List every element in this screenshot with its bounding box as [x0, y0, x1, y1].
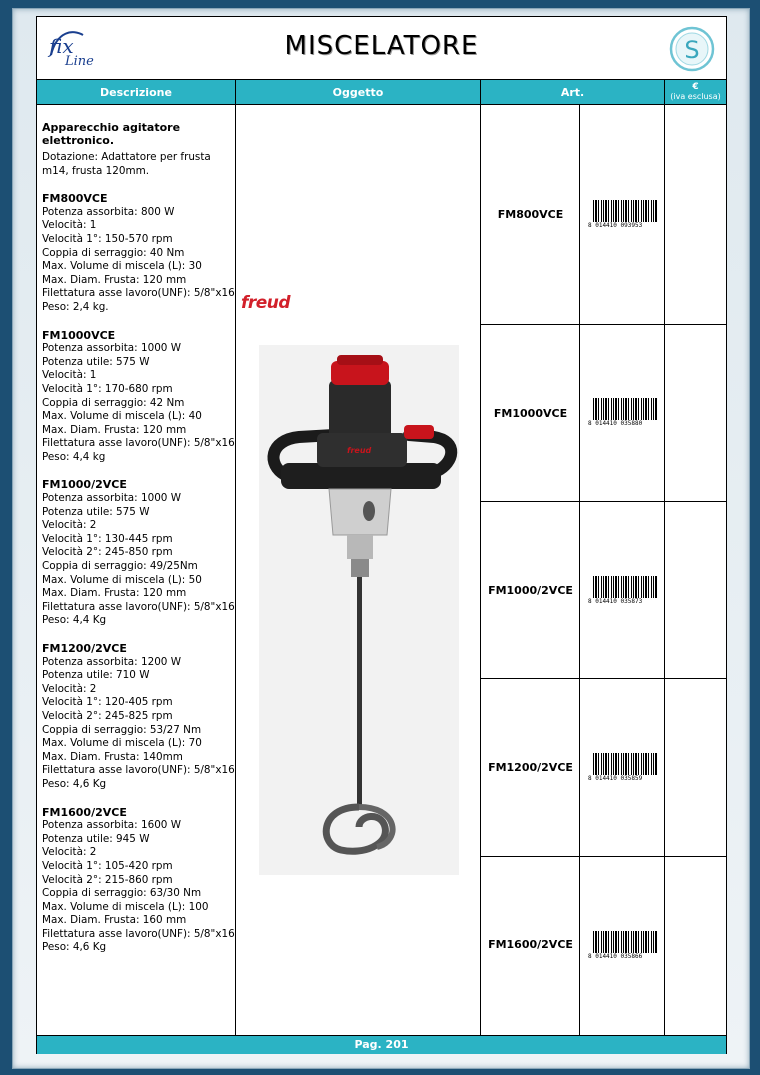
price-note: (iva esclusa) — [670, 92, 721, 101]
spec-line: Potenza assorbita: 1600 W — [42, 819, 181, 832]
spec-line: Max. Diam. Frusta: 120 mm — [42, 423, 187, 436]
spec-line: Potenza assorbita: 1000 W — [42, 342, 181, 355]
barcode-number: 8 014410 035873 — [588, 598, 643, 605]
page-header — [37, 17, 726, 80]
spec-line: Max. Volume di miscela (L): 100 — [42, 900, 209, 913]
spec-line: Potenza assorbita: 1200 W — [42, 655, 181, 668]
barcode-bars — [593, 753, 657, 775]
spec-line: Coppia di serraggio: 49/25Nm — [42, 560, 198, 573]
svg-text:fix: fix — [49, 34, 74, 58]
barcode — [588, 576, 658, 606]
spec-line: Potenza assorbita: 1000 W — [42, 492, 181, 505]
spec-line: Potenza utile: 575 W — [42, 355, 150, 368]
divider-barcode — [664, 105, 665, 1035]
spec-line: Max. Diam. Frusta: 140mm — [42, 750, 183, 763]
barcode-bars — [593, 931, 657, 953]
barcode-bars — [593, 200, 657, 222]
spec-line: Max. Diam. Frusta: 160 mm — [42, 914, 187, 927]
spec-line: Peso: 4,4 Kg — [42, 614, 107, 627]
barcode-bars — [593, 398, 657, 420]
spec-line: Potenza assorbita: 800 W — [42, 205, 175, 218]
spec-line: Velocità: 2 — [42, 519, 97, 532]
spec-line: Filettatura asse lavoro(UNF): 5/8"x16 — [42, 437, 235, 450]
spec-line: Velocità 2°: 245-825 rpm — [42, 709, 173, 722]
barcode-number: 8 014410 093953 — [588, 222, 643, 229]
spec-line: Velocità 1°: 170-680 rpm — [42, 382, 173, 395]
spec-line: Max. Volume di miscela (L): 70 — [42, 737, 202, 750]
article-code: FM1600/2VCE — [488, 938, 573, 951]
svg-text:Line: Line — [65, 54, 94, 69]
divider-object — [480, 105, 481, 1035]
divider-article-code — [579, 105, 580, 1035]
spec-line: Filettatura asse lavoro(UNF): 5/8"x16 — [42, 600, 235, 613]
column-header-price — [665, 80, 726, 105]
spec-line: Coppia di serraggio: 63/30 Nm — [42, 887, 202, 900]
column-header-object: Oggetto — [236, 80, 481, 105]
spec-line: Filettatura asse lavoro(UNF): 5/8"x16 — [42, 764, 235, 777]
spec-line: Coppia di serraggio: 53/27 Nm — [42, 723, 202, 736]
barcode-number: 8 014410 035859 — [588, 775, 643, 782]
svg-text:S: S — [684, 36, 700, 64]
spec-line: Velocità: 2 — [42, 846, 97, 859]
spec-line: Velocità: 1 — [42, 369, 97, 382]
spec-line: Velocità 1°: 130-445 rpm — [42, 532, 173, 545]
column-header-description: Descrizione — [37, 80, 236, 105]
spec-line: Potenza utile: 945 W — [42, 832, 150, 845]
spec-line: Velocità 1°: 120-405 rpm — [42, 696, 173, 709]
spec-line: Max. Volume di miscela (L): 40 — [42, 410, 202, 423]
mixer-product-image — [259, 345, 459, 875]
spec-line: Coppia di serraggio: 42 Nm — [42, 396, 185, 409]
article-code: FM1000/2VCE — [488, 584, 573, 597]
row-divider — [481, 324, 726, 325]
spec-line: Peso: 4,4 kg — [42, 450, 106, 463]
price-symbol: € — [692, 82, 699, 92]
spec-line: Velocità: 1 — [42, 219, 97, 232]
spec-line: Max. Diam. Frusta: 120 mm — [42, 587, 187, 600]
spec-line: Velocità 2°: 215-860 rpm — [42, 873, 173, 886]
barcode — [588, 398, 658, 428]
spec-line: Filettatura asse lavoro(UNF): 5/8"x16 — [42, 927, 235, 940]
model-name: FM800VCE — [42, 192, 108, 206]
article-code: FM1200/2VCE — [488, 761, 573, 774]
spec-line: Filettatura asse lavoro(UNF): 5/8"x16 — [42, 287, 235, 300]
page-title: MISCELATORE — [284, 31, 479, 61]
spec-line: Velocità 1°: 105-420 rpm — [42, 859, 173, 872]
spec-line: Potenza utile: 575 W — [42, 505, 150, 518]
s-badge-icon — [667, 25, 717, 73]
row-divider — [481, 678, 726, 679]
description-column — [42, 121, 237, 955]
spec-line: Max. Volume di miscela (L): 30 — [42, 260, 202, 273]
model-name: FM1000/2VCE — [42, 478, 127, 492]
spec-line: Potenza utile: 710 W — [42, 669, 150, 682]
model-name: FM1600/2VCE — [42, 805, 127, 819]
spec-line: Velocità: 2 — [42, 682, 97, 695]
column-header-article: Art. — [481, 80, 665, 105]
freud-brand-logo: freud — [241, 293, 291, 313]
page-number: Pag. 201 — [37, 1035, 726, 1054]
model-name: FM1000VCE — [42, 328, 116, 342]
spec-line: Max. Diam. Frusta: 120 mm — [42, 273, 187, 286]
row-divider — [481, 501, 726, 502]
article-code: FM1000VCE — [493, 407, 568, 420]
spec-line: Velocità 2°: 245-850 rpm — [42, 546, 173, 559]
barcode-bars — [593, 576, 657, 598]
svg-text:freud: freud — [347, 446, 372, 455]
article-code: FM800VCE — [497, 208, 564, 221]
catalog-page — [36, 16, 727, 1054]
barcode — [588, 931, 658, 961]
barcode — [588, 200, 658, 230]
spec-line: Max. Volume di miscela (L): 50 — [42, 573, 202, 586]
row-divider — [481, 856, 726, 857]
spec-line: Peso: 4,6 Kg — [42, 777, 107, 790]
barcode — [588, 753, 658, 783]
spec-line: Peso: 2,4 kg. — [42, 300, 109, 313]
intro-text: Dotazione: Adattatore per frusta m14, frusta 120mm. — [42, 151, 211, 177]
spec-line: Peso: 4,6 Kg — [42, 941, 107, 954]
spec-line: Coppia di serraggio: 40 Nm — [42, 246, 185, 259]
model-name: FM1200/2VCE — [42, 642, 127, 655]
barcode-number: 8 014410 035880 — [588, 420, 643, 427]
spec-line: Velocità 1°: 150-570 rpm — [42, 232, 173, 245]
intro-title: Apparecchio agitatore elettronico. — [42, 121, 181, 147]
barcode-number: 8 014410 035866 — [588, 953, 643, 960]
